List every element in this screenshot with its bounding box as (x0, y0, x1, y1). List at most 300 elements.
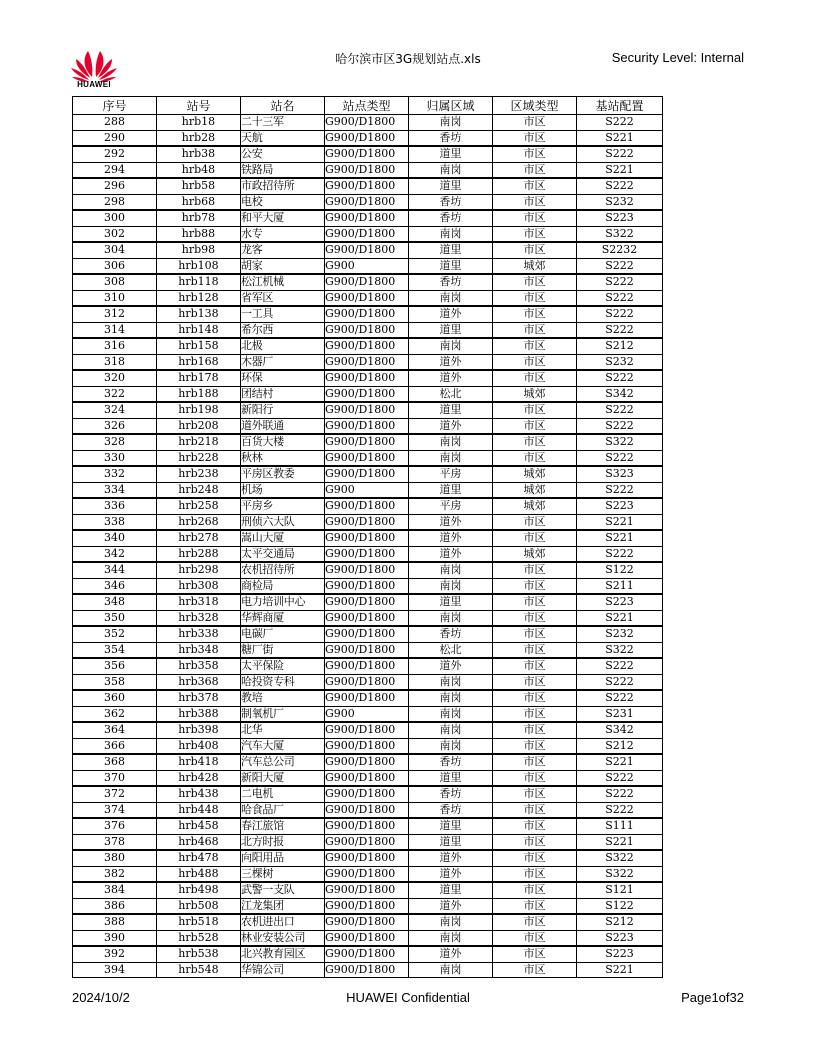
row-number-cell: 338 (73, 514, 157, 530)
config-cell: S221 (577, 530, 663, 546)
site-type-cell: G900/D1800 (325, 322, 409, 338)
area-type-cell: 城郊 (493, 258, 577, 274)
site-type-cell: G900/D1800 (325, 306, 409, 322)
site-type-cell: G900/D1800 (325, 274, 409, 290)
district-cell: 平房 (409, 466, 493, 482)
table-row (73, 322, 663, 338)
site-type-cell: G900/D1800 (325, 610, 409, 626)
site-type-cell: G900/D1800 (325, 450, 409, 466)
row-number-cell: 354 (73, 642, 157, 658)
table-row (73, 386, 663, 402)
row-number-cell: 308 (73, 274, 157, 290)
area-type-cell: 市区 (493, 194, 577, 210)
table-row (73, 642, 663, 658)
site-id-cell: hrb18 (157, 115, 241, 131)
area-type-cell: 市区 (493, 338, 577, 354)
site-id-cell: hrb128 (157, 290, 241, 306)
table-row (73, 674, 663, 690)
config-cell: S111 (577, 818, 663, 834)
site-id-cell: hrb38 (157, 146, 241, 162)
table-row (73, 370, 663, 386)
column-header: 归属区域 (409, 97, 493, 115)
site-name-cell: 向阳用品 (241, 850, 325, 866)
site-type-cell: G900/D1800 (325, 738, 409, 754)
site-type-cell: G900/D1800 (325, 402, 409, 418)
area-type-cell: 市区 (493, 706, 577, 722)
district-cell: 道里 (409, 482, 493, 498)
area-type-cell: 市区 (493, 162, 577, 178)
district-cell: 南岗 (409, 578, 493, 594)
area-type-cell: 市区 (493, 690, 577, 706)
row-number-cell: 302 (73, 226, 157, 242)
site-name-cell: 和平大厦 (241, 210, 325, 226)
site-type-cell: G900/D1800 (325, 386, 409, 402)
table-row (73, 962, 663, 978)
row-number-cell: 364 (73, 722, 157, 738)
table-row (73, 210, 663, 226)
config-cell: S212 (577, 914, 663, 930)
site-id-cell: hrb518 (157, 914, 241, 930)
site-id-cell: hrb228 (157, 450, 241, 466)
district-cell: 南岗 (409, 610, 493, 626)
district-cell: 道里 (409, 594, 493, 610)
area-type-cell: 市区 (493, 962, 577, 978)
site-type-cell: G900/D1800 (325, 130, 409, 146)
district-cell: 香坊 (409, 754, 493, 770)
table-row (73, 242, 663, 258)
site-id-cell: hrb308 (157, 578, 241, 594)
config-cell: S342 (577, 722, 663, 738)
row-number-cell: 310 (73, 290, 157, 306)
config-cell: S231 (577, 706, 663, 722)
config-cell: S223 (577, 498, 663, 514)
site-type-cell: G900/D1800 (325, 770, 409, 786)
row-number-cell: 370 (73, 770, 157, 786)
district-cell: 香坊 (409, 626, 493, 642)
row-number-cell: 392 (73, 946, 157, 962)
area-type-cell: 市区 (493, 210, 577, 226)
row-number-cell: 378 (73, 834, 157, 850)
table-row (73, 146, 663, 162)
site-type-cell: G900/D1800 (325, 530, 409, 546)
table-row (73, 514, 663, 530)
site-type-cell: G900/D1800 (325, 802, 409, 818)
site-id-cell: hrb108 (157, 258, 241, 274)
area-type-cell: 市区 (493, 402, 577, 418)
district-cell: 松北 (409, 642, 493, 658)
config-cell: S223 (577, 594, 663, 610)
district-cell: 道外 (409, 306, 493, 322)
site-type-cell: G900/D1800 (325, 466, 409, 482)
site-type-cell: G900/D1800 (325, 194, 409, 210)
site-id-cell: hrb28 (157, 130, 241, 146)
site-name-cell: 汽车大厦 (241, 738, 325, 754)
table-row (73, 690, 663, 706)
site-id-cell: hrb338 (157, 626, 241, 642)
site-id-cell: hrb408 (157, 738, 241, 754)
site-id-cell: hrb148 (157, 322, 241, 338)
config-cell: S221 (577, 834, 663, 850)
site-type-cell: G900/D1800 (325, 370, 409, 386)
row-number-cell: 382 (73, 866, 157, 882)
district-cell: 南岗 (409, 226, 493, 242)
table-row (73, 306, 663, 322)
site-id-cell: hrb178 (157, 370, 241, 386)
row-number-cell: 314 (73, 322, 157, 338)
district-cell: 道外 (409, 530, 493, 546)
site-type-cell: G900/D1800 (325, 115, 409, 131)
row-number-cell: 356 (73, 658, 157, 674)
site-table (72, 96, 663, 978)
table-row (73, 450, 663, 466)
site-name-cell: 胡家 (241, 258, 325, 274)
site-name-cell: 铁路局 (241, 162, 325, 178)
row-number-cell: 292 (73, 146, 157, 162)
site-id-cell: hrb288 (157, 546, 241, 562)
site-name-cell: 机场 (241, 482, 325, 498)
site-id-cell: hrb528 (157, 930, 241, 946)
table-header-row (73, 97, 663, 115)
site-id-cell: hrb358 (157, 658, 241, 674)
area-type-cell: 市区 (493, 146, 577, 162)
site-name-cell: 龙客 (241, 242, 325, 258)
site-name-cell: 汽车总公司 (241, 754, 325, 770)
site-type-cell: G900/D1800 (325, 642, 409, 658)
area-type-cell: 市区 (493, 274, 577, 290)
row-number-cell: 366 (73, 738, 157, 754)
area-type-cell: 市区 (493, 178, 577, 194)
site-type-cell: G900/D1800 (325, 578, 409, 594)
table-row (73, 274, 663, 290)
site-type-cell: G900/D1800 (325, 514, 409, 530)
site-id-cell: hrb58 (157, 178, 241, 194)
area-type-cell: 城郊 (493, 482, 577, 498)
security-level: Security Level: Internal (611, 50, 744, 65)
config-cell: S121 (577, 882, 663, 898)
config-cell: S212 (577, 738, 663, 754)
site-name-cell: 电校 (241, 194, 325, 210)
area-type-cell: 市区 (493, 866, 577, 882)
config-cell: S222 (577, 290, 663, 306)
district-cell: 松北 (409, 386, 493, 402)
config-cell: S222 (577, 370, 663, 386)
site-type-cell: G900/D1800 (325, 562, 409, 578)
site-type-cell: G900/D1800 (325, 818, 409, 834)
row-number-cell: 376 (73, 818, 157, 834)
table-row (73, 290, 663, 306)
table-row (73, 418, 663, 434)
site-id-cell: hrb418 (157, 754, 241, 770)
district-cell: 道外 (409, 514, 493, 530)
table-row (73, 610, 663, 626)
area-type-cell: 市区 (493, 354, 577, 370)
site-name-cell: 二十三军 (241, 115, 325, 131)
config-cell: S222 (577, 274, 663, 290)
site-name-cell: 木器厂 (241, 354, 325, 370)
area-type-cell: 市区 (493, 115, 577, 131)
config-cell: S2232 (577, 242, 663, 258)
site-name-cell: 武警一支队 (241, 882, 325, 898)
area-type-cell: 市区 (493, 818, 577, 834)
row-number-cell: 352 (73, 626, 157, 642)
site-id-cell: hrb238 (157, 466, 241, 482)
area-type-cell: 市区 (493, 946, 577, 962)
config-cell: S222 (577, 658, 663, 674)
config-cell: S211 (577, 578, 663, 594)
site-name-cell: 北方时报 (241, 834, 325, 850)
row-number-cell: 384 (73, 882, 157, 898)
footer-date: 2024/10/2 (72, 990, 130, 1005)
config-cell: S222 (577, 322, 663, 338)
table-row (73, 706, 663, 722)
table-row (73, 626, 663, 642)
row-number-cell: 320 (73, 370, 157, 386)
site-type-cell: G900/D1800 (325, 658, 409, 674)
config-cell: S323 (577, 466, 663, 482)
site-id-cell: hrb188 (157, 386, 241, 402)
config-cell: S222 (577, 482, 663, 498)
row-number-cell: 374 (73, 802, 157, 818)
site-type-cell: G900/D1800 (325, 850, 409, 866)
site-name-cell: 商检局 (241, 578, 325, 594)
area-type-cell: 市区 (493, 578, 577, 594)
area-type-cell: 市区 (493, 738, 577, 754)
site-id-cell: hrb198 (157, 402, 241, 418)
config-cell: S223 (577, 946, 663, 962)
site-name-cell: 太平交通局 (241, 546, 325, 562)
site-name-cell: 农机进出口 (241, 914, 325, 930)
table-row (73, 658, 663, 674)
row-number-cell: 372 (73, 786, 157, 802)
area-type-cell: 市区 (493, 370, 577, 386)
site-type-cell: G900/D1800 (325, 722, 409, 738)
footer-page-number: Page1of32 (681, 990, 744, 1005)
row-number-cell: 328 (73, 434, 157, 450)
area-type-cell: 市区 (493, 322, 577, 338)
document-title: 哈尔滨市区3G规划站点.xls (335, 52, 481, 66)
site-id-cell: hrb548 (157, 962, 241, 978)
district-cell: 道外 (409, 658, 493, 674)
site-name-cell: 希尔西 (241, 322, 325, 338)
row-number-cell: 322 (73, 386, 157, 402)
area-type-cell: 市区 (493, 242, 577, 258)
district-cell: 香坊 (409, 802, 493, 818)
site-type-cell: G900/D1800 (325, 594, 409, 610)
site-id-cell: hrb158 (157, 338, 241, 354)
site-id-cell: hrb268 (157, 514, 241, 530)
area-type-cell: 市区 (493, 226, 577, 242)
site-type-cell: G900/D1800 (325, 786, 409, 802)
district-cell: 香坊 (409, 210, 493, 226)
site-id-cell: hrb248 (157, 482, 241, 498)
row-number-cell: 304 (73, 242, 157, 258)
site-type-cell: G900/D1800 (325, 226, 409, 242)
column-header: 站名 (241, 97, 325, 115)
district-cell: 道里 (409, 178, 493, 194)
district-cell: 香坊 (409, 130, 493, 146)
site-type-cell: G900/D1800 (325, 626, 409, 642)
table-row (73, 818, 663, 834)
site-name-cell: 北华 (241, 722, 325, 738)
table-row (73, 914, 663, 930)
row-number-cell: 340 (73, 530, 157, 546)
site-id-cell: hrb488 (157, 866, 241, 882)
site-id-cell: hrb378 (157, 690, 241, 706)
area-type-cell: 市区 (493, 434, 577, 450)
district-cell: 南岗 (409, 706, 493, 722)
table-row (73, 258, 663, 274)
area-type-cell: 城郊 (493, 386, 577, 402)
district-cell: 道外 (409, 866, 493, 882)
config-cell: S221 (577, 962, 663, 978)
column-header: 序号 (73, 97, 157, 115)
site-name-cell: 团结村 (241, 386, 325, 402)
site-type-cell: G900/D1800 (325, 210, 409, 226)
site-name-cell: 制氧机厂 (241, 706, 325, 722)
district-cell: 南岗 (409, 115, 493, 131)
row-number-cell: 390 (73, 930, 157, 946)
config-cell: S223 (577, 930, 663, 946)
table-row (73, 546, 663, 562)
area-type-cell: 市区 (493, 674, 577, 690)
area-type-cell: 市区 (493, 306, 577, 322)
area-type-cell: 市区 (493, 130, 577, 146)
district-cell: 南岗 (409, 738, 493, 754)
site-name-cell: 新阳大厦 (241, 770, 325, 786)
site-id-cell: hrb438 (157, 786, 241, 802)
config-cell: S322 (577, 226, 663, 242)
area-type-cell: 市区 (493, 898, 577, 914)
config-cell: S212 (577, 338, 663, 354)
site-name-cell: 教培 (241, 690, 325, 706)
row-number-cell: 368 (73, 754, 157, 770)
site-name-cell: 百货大楼 (241, 434, 325, 450)
area-type-cell: 市区 (493, 930, 577, 946)
row-number-cell: 388 (73, 914, 157, 930)
site-name-cell: 平房乡 (241, 498, 325, 514)
row-number-cell: 350 (73, 610, 157, 626)
site-type-cell: G900/D1800 (325, 962, 409, 978)
site-name-cell: 平房区教委 (241, 466, 325, 482)
site-name-cell: 松江机械 (241, 274, 325, 290)
config-cell: S222 (577, 146, 663, 162)
site-type-cell: G900/D1800 (325, 898, 409, 914)
site-id-cell: hrb318 (157, 594, 241, 610)
table-row (73, 354, 663, 370)
site-id-cell: hrb278 (157, 530, 241, 546)
table-row (73, 930, 663, 946)
site-name-cell: 农机招待所 (241, 562, 325, 578)
site-type-cell: G900/D1800 (325, 162, 409, 178)
area-type-cell: 市区 (493, 642, 577, 658)
district-cell: 道里 (409, 882, 493, 898)
row-number-cell: 362 (73, 706, 157, 722)
config-cell: S222 (577, 450, 663, 466)
site-name-cell: 电碳厂 (241, 626, 325, 642)
site-type-cell: G900/D1800 (325, 882, 409, 898)
area-type-cell: 市区 (493, 562, 577, 578)
site-id-cell: hrb298 (157, 562, 241, 578)
site-id-cell: hrb448 (157, 802, 241, 818)
area-type-cell: 市区 (493, 786, 577, 802)
area-type-cell: 市区 (493, 610, 577, 626)
site-id-cell: hrb348 (157, 642, 241, 658)
district-cell: 南岗 (409, 914, 493, 930)
config-cell: S222 (577, 402, 663, 418)
table-row (73, 722, 663, 738)
site-name-cell: 水专 (241, 226, 325, 242)
district-cell: 南岗 (409, 722, 493, 738)
site-name-cell: 电力培训中心 (241, 594, 325, 610)
row-number-cell: 336 (73, 498, 157, 514)
site-id-cell: hrb48 (157, 162, 241, 178)
site-type-cell: G900/D1800 (325, 242, 409, 258)
config-cell: S322 (577, 866, 663, 882)
config-cell: S221 (577, 610, 663, 626)
district-cell: 道里 (409, 834, 493, 850)
site-name-cell: 哈食品厂 (241, 802, 325, 818)
district-cell: 南岗 (409, 930, 493, 946)
area-type-cell: 市区 (493, 802, 577, 818)
site-name-cell: 华辉商厦 (241, 610, 325, 626)
site-name-cell: 糖厂街 (241, 642, 325, 658)
site-type-cell: G900/D1800 (325, 546, 409, 562)
site-id-cell: hrb68 (157, 194, 241, 210)
site-type-cell: G900/D1800 (325, 178, 409, 194)
config-cell: S222 (577, 418, 663, 434)
table-row (73, 178, 663, 194)
site-name-cell: 环保 (241, 370, 325, 386)
table-row (73, 498, 663, 514)
row-number-cell: 326 (73, 418, 157, 434)
site-type-cell: G900/D1800 (325, 834, 409, 850)
table-row (73, 834, 663, 850)
site-id-cell: hrb218 (157, 434, 241, 450)
district-cell: 道外 (409, 946, 493, 962)
area-type-cell: 市区 (493, 850, 577, 866)
site-id-cell: hrb118 (157, 274, 241, 290)
area-type-cell: 市区 (493, 914, 577, 930)
table-row (73, 866, 663, 882)
row-number-cell: 330 (73, 450, 157, 466)
site-name-cell: 三棵树 (241, 866, 325, 882)
row-number-cell: 300 (73, 210, 157, 226)
table-row (73, 162, 663, 178)
area-type-cell: 市区 (493, 770, 577, 786)
config-cell: S222 (577, 546, 663, 562)
site-type-cell: G900/D1800 (325, 690, 409, 706)
area-type-cell: 市区 (493, 626, 577, 642)
site-name-cell: 一工具 (241, 306, 325, 322)
row-number-cell: 298 (73, 194, 157, 210)
area-type-cell: 市区 (493, 450, 577, 466)
table-row (73, 738, 663, 754)
district-cell: 道里 (409, 770, 493, 786)
district-cell: 平房 (409, 498, 493, 514)
config-cell: S322 (577, 850, 663, 866)
row-number-cell: 394 (73, 962, 157, 978)
config-cell: S222 (577, 115, 663, 131)
row-number-cell: 324 (73, 402, 157, 418)
site-id-cell: hrb208 (157, 418, 241, 434)
area-type-cell: 市区 (493, 834, 577, 850)
table-row (73, 115, 663, 131)
district-cell: 南岗 (409, 162, 493, 178)
area-type-cell: 市区 (493, 290, 577, 306)
site-name-cell: 林业安装公司 (241, 930, 325, 946)
config-cell: S222 (577, 802, 663, 818)
table-row (73, 562, 663, 578)
